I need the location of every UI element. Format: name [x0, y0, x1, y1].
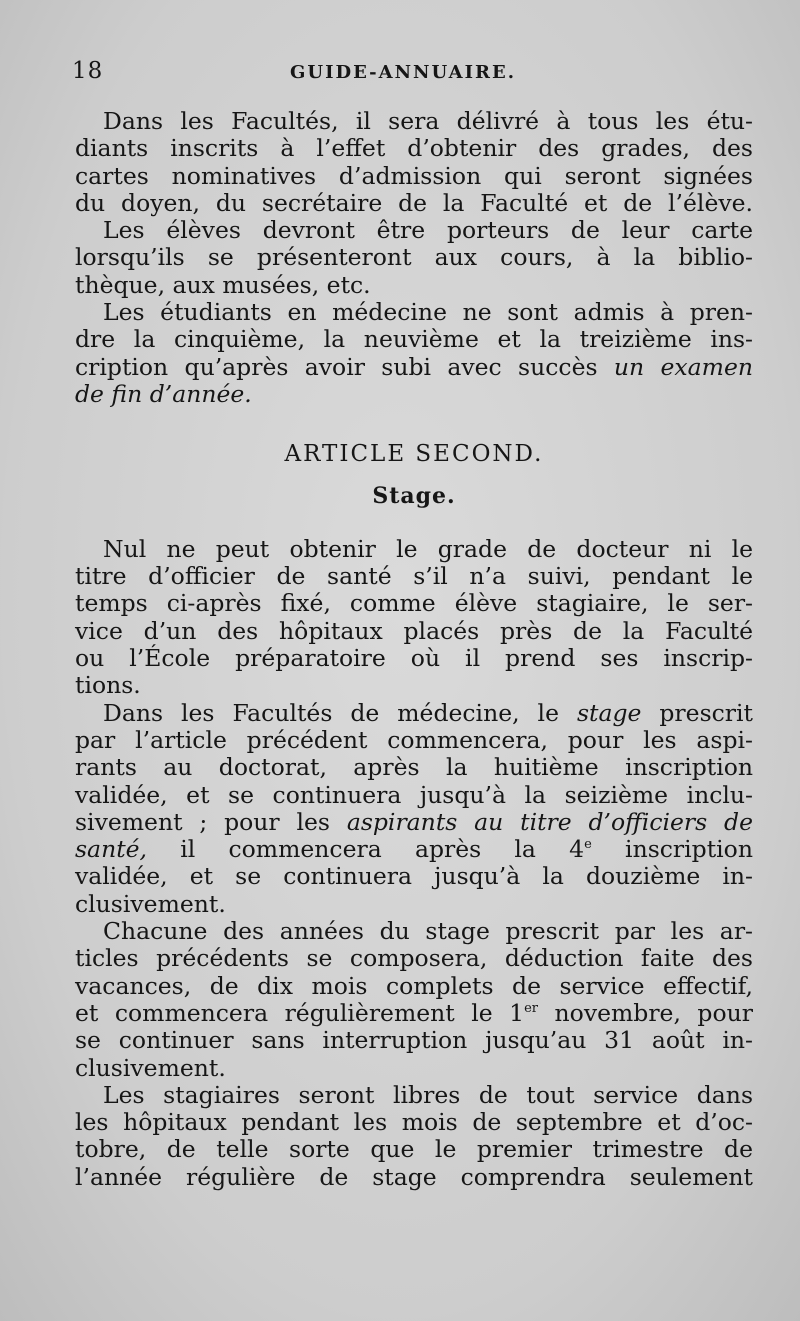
text-line: thèque, aux musées, etc.: [75, 270, 371, 299]
text-run: novembre, pour: [554, 998, 753, 1027]
text-line: Les stagiaires seront libres de tout service dans: [103, 1080, 753, 1109]
text-run: Dans les Facultés de médecine, le: [103, 698, 559, 727]
text-line: cartes nominatives d’admission qui seront signées: [75, 161, 753, 190]
italic-run: un examen: [613, 352, 753, 381]
running-head: GUIDE-ANNUAIRE.: [290, 62, 516, 83]
text-line: Les élèves devront être porteurs de leur carte: [103, 216, 753, 245]
page-number: 18: [72, 58, 104, 84]
text-line: l’année régulière de stage comprendra seulement: [75, 1162, 753, 1191]
paragraph-stagiaires: [75, 1082, 753, 1191]
text-line: tobre, de telle sorte que le premier trimestre de: [75, 1135, 753, 1164]
text-line: rants au doctorat, après la huitième inscription: [75, 753, 753, 782]
text-line: [75, 809, 753, 836]
superscript: er: [524, 1001, 539, 1017]
text-line: lorsqu’ils se présenteront aux cours, à la biblio-: [75, 243, 753, 272]
text-line: Dans les Facultés, il sera délivré à tous les étu-: [103, 107, 753, 135]
text-line: dre la cinquième, la neuvième et la treizième ins-: [75, 325, 753, 354]
text-line: ticles précédents se composera, déduction faite des: [75, 944, 753, 973]
paragraph-annees: [75, 918, 753, 1082]
text-run: sivement ; pour les: [75, 807, 330, 836]
text-line: ou l’École préparatoire où il prend ses inscrip-: [75, 644, 753, 673]
text-line: clusivement.: [75, 889, 226, 918]
text-run: cription qu’après avoir subi avec succès: [75, 352, 598, 381]
text-line: clusivement.: [75, 1053, 226, 1082]
text-line: temps ci-après fixé, comme élève stagiaire, le ser-: [75, 589, 753, 618]
text-run: prescrit: [659, 698, 753, 727]
article-heading: ARTICLE SECOND.: [284, 441, 544, 468]
section-heading: Stage.: [372, 482, 456, 509]
superscript: e: [584, 837, 592, 853]
text-run: inscription: [625, 835, 753, 864]
text-line: du doyen, du secrétaire de la Faculté et de l’élève.: [75, 188, 753, 217]
page-header: [72, 58, 752, 98]
paragraph-nul: [75, 536, 753, 700]
paragraph-stage: [75, 700, 753, 918]
text-line: diants inscrits à l’effet d’obtenir des grades, des: [75, 134, 753, 163]
text-line: [75, 1000, 753, 1027]
paragraph-examen: [75, 299, 753, 408]
text-line: validée, et se continuera jusqu’à la douzième in-: [75, 862, 753, 891]
italic-run: stage: [576, 698, 642, 727]
italic-run: santé,: [75, 835, 148, 864]
text-line: se continuer sans interruption jusqu’au 31 août in-: [75, 1026, 753, 1055]
text-line: [75, 354, 753, 381]
text-line: [75, 381, 753, 408]
text-line: validée, et se continuera jusqu’à la seizième inclu-: [75, 780, 753, 809]
text-line: par l’article précédent commencera, pour les aspi-: [75, 725, 753, 754]
text-line: tions.: [75, 671, 141, 700]
text-run: et commencera régulièrement le 1: [75, 998, 525, 1027]
text-line: vice d’un des hôpitaux placés près de la Faculté: [75, 616, 753, 645]
text-line: [75, 700, 753, 727]
text-line: Chacune des années du stage prescrit par les ar-: [103, 917, 753, 946]
text-line: les hôpitaux pendant les mois de septembre et d’oc-: [75, 1108, 753, 1137]
text-line: Nul ne peut obtenir le grade de docteur ni le: [103, 534, 753, 563]
paragraph-cartes: [75, 108, 753, 217]
text-run: il commencera après la 4: [180, 835, 585, 864]
text-line: titre d’officier de santé s’il n’a suivi, pendant le: [75, 562, 753, 591]
text-line: Les étudiants en médecine ne sont admis à pren-: [103, 298, 753, 327]
italic-run: aspirants au titre d’officiers de: [346, 807, 753, 836]
body-text: [75, 108, 753, 1191]
paragraph-porteurs: [75, 217, 753, 299]
text-line: [75, 836, 753, 863]
italic-run: de fin d’année.: [75, 379, 252, 408]
text-line: vacances, de dix mois complets de service effectif,: [75, 971, 753, 1000]
